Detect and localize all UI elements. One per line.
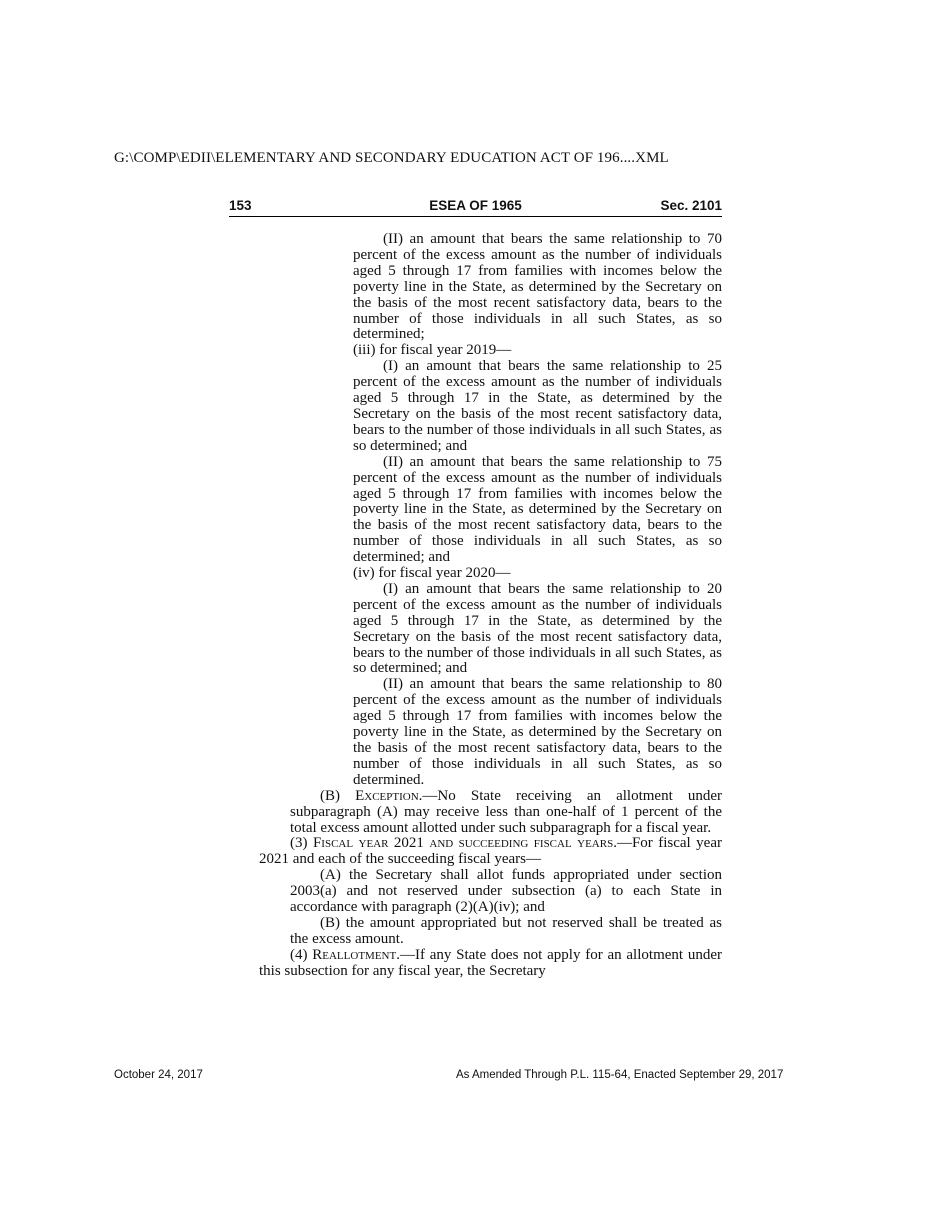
text: .—If any State does not apply for an allotment under this subsection for any fiscal year, the Secretary — [259, 946, 722, 979]
text: .—No State receiving an allotment under subparagraph (A) may receive less than one-half of 1 percent of the total excess amount allotted under such subparagraph for a fiscal year. — [290, 787, 723, 836]
clause-iii-heading: (iii) for fiscal year 2019— — [353, 342, 512, 359]
subparagraph-b-excess: (B) the amount appropriated but not reserved shall be treated as the excess amount. — [290, 914, 722, 947]
paragraph-4-reallotment — [259, 948, 722, 980]
section-number: Sec. 2101 — [660, 198, 722, 213]
footer-amended-note: As Amended Through P.L. 115-64, Enacted September 29, 2017 — [456, 1069, 784, 1081]
subparagraph-b-exception — [290, 789, 722, 837]
subclause-i-2019: (I) an amount that bears the same relationship to 25 percent of the excess amount as the number of individuals aged 5 through 17 in the State, as determined by the Secretary on the basis of the most recent satisfactory data, bears to the number of those individuals in all such States, as so determined; and — [353, 358, 722, 454]
document-title: ESEA OF 1965 — [429, 198, 522, 213]
document-body — [259, 232, 722, 980]
clause-iv-heading: (iv) for fiscal year 2020— — [353, 565, 511, 582]
footer-date: October 24, 2017 — [114, 1069, 203, 1081]
paragraph-3-fiscal-year-2021 — [259, 836, 722, 868]
prefix: (3) — [290, 835, 313, 852]
subclause-ii-2020: (II) an amount that bears the same relationship to 80 percent of the excess amount as the number of individuals aged 5 through 17 from families with incomes below the poverty line in the State, as determined by the Secretary on the basis of the most recent satisfactory data, bears to the number of those individuals in all such States, as so determined. — [353, 676, 722, 788]
page-number: 153 — [229, 198, 252, 213]
prefix: (4) — [290, 946, 313, 963]
subclause-ii-2019: (II) an amount that bears the same relationship to 75 percent of the excess amount as the number of individuals aged 5 through 17 from families with incomes below the poverty line in the State, as determined by the Secretary on the basis of the most recent satisfactory data, bears to the number of those individuals in all such States, as so determined; and — [353, 453, 722, 566]
heading: Reallotment — [312, 946, 397, 963]
file-path: G:\COMP\EDII\ELEMENTARY AND SECONDARY EDUCATION ACT OF 196....XML — [114, 150, 669, 166]
clause-ii-2018: (II) an amount that bears the same relationship to 70 percent of the excess amount as the number of individuals aged 5 through 17 from families with incomes below the poverty line in the State, as determined by the Secretary on the basis of the most recent satisfactory data, bears to the number of those individuals in all such States, as so determined; — [353, 231, 722, 343]
heading: Fiscal year 2021 and succeeding fiscal years — [312, 835, 614, 852]
prefix: (B) — [320, 787, 356, 804]
running-header — [229, 196, 722, 217]
subclause-i-2020: (I) an amount that bears the same relationship to 20 percent of the excess amount as the number of individuals aged 5 through 17 in the State, as determined by the Secretary on the basis of the most recent satisfactory data, bears to the number of those individuals in all such States, as so determined; and — [353, 580, 722, 677]
text: .—For fiscal year 2021 and each of the succeeding fiscal years— — [259, 835, 722, 868]
subparagraph-a-allot: (A) the Secretary shall allot funds appropriated under section 2003(a) and not reserved under subsection (a) to each State in accordance with paragraph (2)(A)(iv); and — [290, 867, 722, 916]
heading: Exception — [355, 787, 419, 804]
